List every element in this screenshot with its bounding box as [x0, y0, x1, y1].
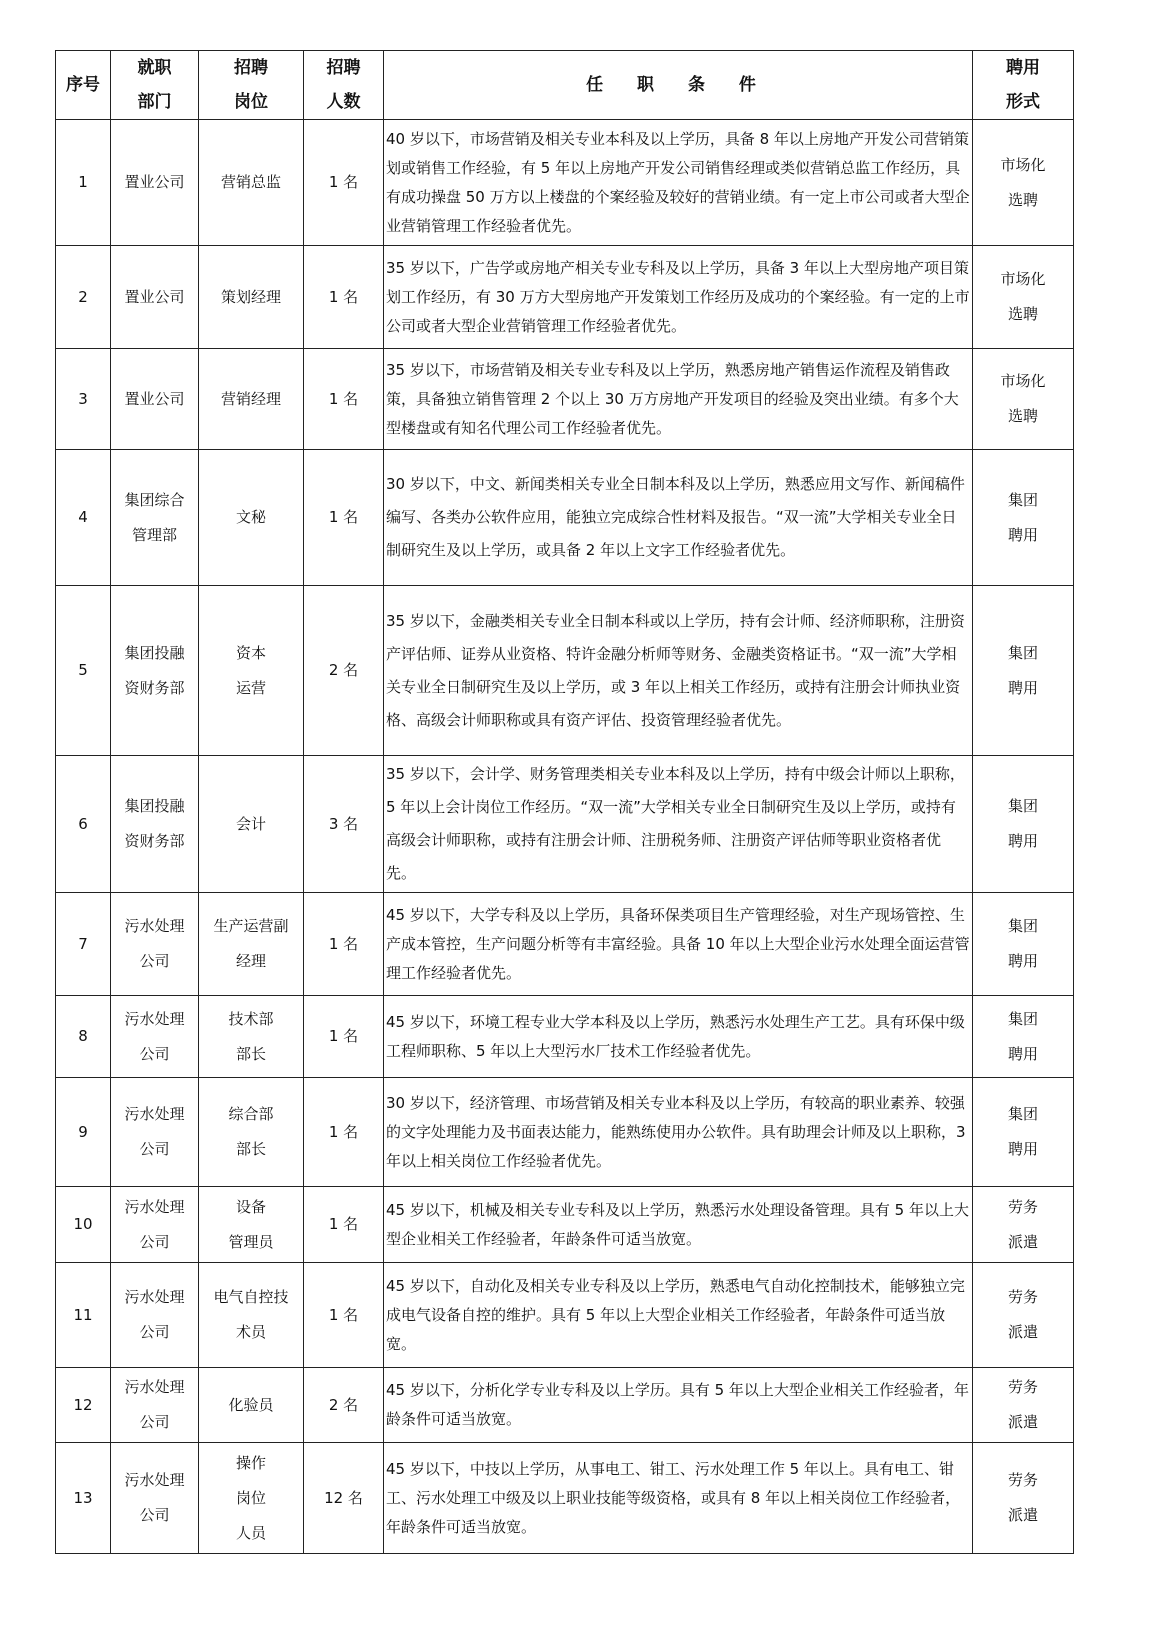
cell-position: 生产运营副 经理 — [199, 893, 304, 996]
cell-requirements: 45 岁以下，自动化及相关专业专科及以上学历，熟悉电气自动化控制技术，能够独立完成电气设备自控的维护。具有 5 年以上大型企业相关工作经验者，年龄条件可适当放宽。 — [384, 1263, 973, 1368]
cell-department: 置业公司 — [111, 120, 199, 246]
cell-department: 污水处理 公司 — [111, 996, 199, 1078]
table-row — [56, 120, 1074, 246]
cell-count: 12 名 — [304, 1443, 384, 1554]
header-count: 招聘 人数 — [304, 51, 384, 120]
cell-department: 污水处理 公司 — [111, 1443, 199, 1554]
header-row — [56, 51, 1074, 120]
cell-employment: 市场化 选聘 — [973, 349, 1074, 450]
cell-count: 1 名 — [304, 450, 384, 586]
cell-count: 1 名 — [304, 1078, 384, 1187]
cell-count: 2 名 — [304, 586, 384, 756]
cell-employment: 集团 聘用 — [973, 996, 1074, 1078]
cell-employment: 市场化 选聘 — [973, 246, 1074, 349]
cell-requirements: 30 岁以下，中文、新闻类相关专业全日制本科及以上学历，熟悉应用文写作、新闻稿件编写、各类办公软件应用，能独立完成综合性材料及报告。“双一流”大学相关专业全日制研究生及以上学历，或具备 2 年以上文字工作经验者优先。 — [384, 450, 973, 586]
cell-employment: 劳务 派遣 — [973, 1187, 1074, 1263]
cell-no: 2 — [56, 246, 111, 349]
table-row — [56, 246, 1074, 349]
cell-employment: 集团 聘用 — [973, 893, 1074, 996]
cell-requirements: 45 岁以下，中技以上学历，从事电工、钳工、污水处理工作 5 年以上。具有电工、钳工、污水处理工中级及以上职业技能等级资格，或具有 8 年以上相关岗位工作经验者，年龄条件可适当放宽。 — [384, 1443, 973, 1554]
cell-department: 置业公司 — [111, 349, 199, 450]
cell-requirements: 45 岁以下，机械及相关专业专科及以上学历，熟悉污水处理设备管理。具有 5 年以上大型企业相关工作经验者，年龄条件可适当放宽。 — [384, 1187, 973, 1263]
cell-position: 设备 管理员 — [199, 1187, 304, 1263]
cell-count: 1 名 — [304, 1187, 384, 1263]
table-row — [56, 756, 1074, 893]
cell-no: 6 — [56, 756, 111, 893]
cell-employment: 集团 聘用 — [973, 1078, 1074, 1187]
header-position: 招聘 岗位 — [199, 51, 304, 120]
cell-requirements: 35 岁以下，会计学、财务管理类相关专业本科及以上学历，持有中级会计师以上职称，5 年以上会计岗位工作经历。“双一流”大学相关专业全日制研究生及以上学历，或持有高级会计师职称，或持有注册会计师、注册税务师、注册资产评估师等职业资格者优先。 — [384, 756, 973, 893]
cell-no: 4 — [56, 450, 111, 586]
cell-position: 操作 岗位 人员 — [199, 1443, 304, 1554]
cell-no: 1 — [56, 120, 111, 246]
cell-department: 置业公司 — [111, 246, 199, 349]
table-row — [56, 349, 1074, 450]
cell-position: 化验员 — [199, 1368, 304, 1443]
cell-position: 会计 — [199, 756, 304, 893]
cell-employment: 集团 聘用 — [973, 756, 1074, 893]
table-row — [56, 893, 1074, 996]
cell-position: 营销总监 — [199, 120, 304, 246]
table-row — [56, 996, 1074, 1078]
cell-department: 污水处理 公司 — [111, 1187, 199, 1263]
cell-no: 3 — [56, 349, 111, 450]
cell-requirements: 45 岁以下，环境工程专业大学本科及以上学历，熟悉污水处理生产工艺。具有环保中级工程师职称、5 年以上大型污水厂技术工作经验者优先。 — [384, 996, 973, 1078]
table-row — [56, 450, 1074, 586]
table-row — [56, 1368, 1074, 1443]
cell-department: 污水处理 公司 — [111, 1078, 199, 1187]
header-no: 序号 — [56, 51, 111, 120]
cell-no: 13 — [56, 1443, 111, 1554]
cell-position: 资本 运营 — [199, 586, 304, 756]
table-row — [56, 1443, 1074, 1554]
header-requirements: 任 职 条 件 — [384, 51, 973, 120]
cell-requirements: 40 岁以下，市场营销及相关专业本科及以上学历，具备 8 年以上房地产开发公司营销策划或销售工作经验，有 5 年以上房地产开发公司销售经理或类似营销总监工作经历，具有成功操盘 50 万方以上楼盘的个案经验及较好的营销业绩。有一定上市公司或者大型企业营销管理工作经验者优先。 — [384, 120, 973, 246]
cell-no: 7 — [56, 893, 111, 996]
cell-department: 污水处理 公司 — [111, 1368, 199, 1443]
cell-department: 集团投融 资财务部 — [111, 756, 199, 893]
cell-department: 污水处理 公司 — [111, 1263, 199, 1368]
cell-position: 文秘 — [199, 450, 304, 586]
cell-employment: 市场化 选聘 — [973, 120, 1074, 246]
cell-department: 集团投融 资财务部 — [111, 586, 199, 756]
header-employment: 聘用 形式 — [973, 51, 1074, 120]
cell-department: 污水处理 公司 — [111, 893, 199, 996]
cell-position: 综合部 部长 — [199, 1078, 304, 1187]
header-department: 就职 部门 — [111, 51, 199, 120]
cell-count: 1 名 — [304, 893, 384, 996]
cell-no: 8 — [56, 996, 111, 1078]
cell-requirements: 35 岁以下，广告学或房地产相关专业专科及以上学历，具备 3 年以上大型房地产项目策划工作经历，有 30 万方大型房地产开发策划工作经历及成功的个案经验。有一定的上市公司或者大型企业营销管理工作经验者优先。 — [384, 246, 973, 349]
table-row — [56, 1263, 1074, 1368]
cell-employment: 劳务 派遣 — [973, 1368, 1074, 1443]
cell-requirements: 30 岁以下，经济管理、市场营销及相关专业本科及以上学历，有较高的职业素养、较强的文字处理能力及书面表达能力，能熟练使用办公软件。具有助理会计师及以上职称，3 年以上相关岗位工作经验者优先。 — [384, 1078, 973, 1187]
table-row — [56, 1078, 1074, 1187]
table-row — [56, 586, 1074, 756]
cell-employment: 劳务 派遣 — [973, 1263, 1074, 1368]
cell-department: 集团综合 管理部 — [111, 450, 199, 586]
cell-count: 1 名 — [304, 1263, 384, 1368]
cell-position: 技术部 部长 — [199, 996, 304, 1078]
cell-count: 1 名 — [304, 246, 384, 349]
cell-position: 策划经理 — [199, 246, 304, 349]
table-row — [56, 1187, 1074, 1263]
cell-employment: 集团 聘用 — [973, 450, 1074, 586]
cell-position: 电气自控技 术员 — [199, 1263, 304, 1368]
recruitment-table — [55, 50, 1074, 1554]
cell-count: 3 名 — [304, 756, 384, 893]
cell-requirements: 45 岁以下，大学专科及以上学历，具备环保类项目生产管理经验，对生产现场管控、生产成本管控，生产问题分析等有丰富经验。具备 10 年以上大型企业污水处理全面运营管理工作经验者优先。 — [384, 893, 973, 996]
cell-no: 12 — [56, 1368, 111, 1443]
cell-employment: 劳务 派遣 — [973, 1443, 1074, 1554]
cell-no: 10 — [56, 1187, 111, 1263]
cell-no: 11 — [56, 1263, 111, 1368]
cell-no: 9 — [56, 1078, 111, 1187]
cell-requirements: 45 岁以下，分析化学专业专科及以上学历。具有 5 年以上大型企业相关工作经验者，年龄条件可适当放宽。 — [384, 1368, 973, 1443]
cell-position: 营销经理 — [199, 349, 304, 450]
cell-count: 1 名 — [304, 120, 384, 246]
cell-count: 1 名 — [304, 996, 384, 1078]
cell-count: 2 名 — [304, 1368, 384, 1443]
cell-employment: 集团 聘用 — [973, 586, 1074, 756]
cell-requirements: 35 岁以下，金融类相关专业全日制本科或以上学历，持有会计师、经济师职称，注册资产评估师、证券从业资格、特许金融分析师等财务、金融类资格证书。“双一流”大学相关专业全日制研究生及以上学历，或 3 年以上相关工作经历，或持有注册会计师执业资格、高级会计师职称或具有资产评估、投资管理经验者优先。 — [384, 586, 973, 756]
cell-requirements: 35 岁以下，市场营销及相关专业专科及以上学历，熟悉房地产销售运作流程及销售政策，具备独立销售管理 2 个以上 30 万方房地产开发项目的经验及突出业绩。有多个大型楼盘或有知名代理公司工作经验者优先。 — [384, 349, 973, 450]
cell-count: 1 名 — [304, 349, 384, 450]
cell-no: 5 — [56, 586, 111, 756]
